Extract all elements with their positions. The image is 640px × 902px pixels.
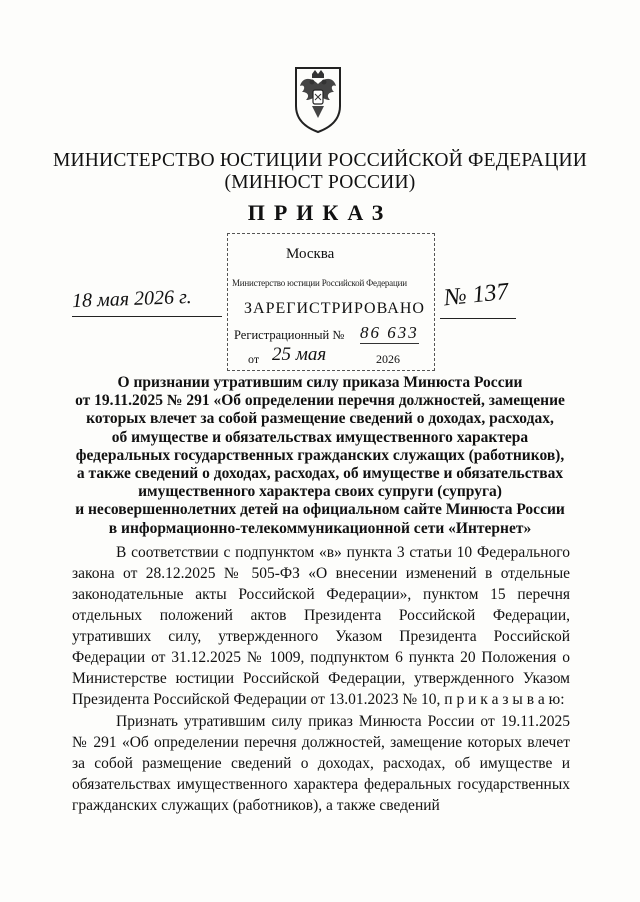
title-line: и несовершеннолетних детей на официальном сайте Минюста России bbox=[75, 501, 565, 519]
number-underline bbox=[440, 318, 516, 319]
title-line: имущественного характера своих супруги (супруга) bbox=[138, 483, 502, 501]
stamp-reg-date: 25 мая bbox=[272, 344, 327, 365]
stamp-reg-number-label: Регистрационный № bbox=[234, 328, 345, 342]
body-paragraph: Признать утратившим силу приказ Минюста России от 19.11.2025 № 291 «Об определении перечня должностей, замещение которых влечет за собой размещение сведений о доходах, расходах, об имуществе и обязательствах имущественного характера федеральных государственных гражданских служащих (работников), а также сведений bbox=[72, 713, 570, 814]
russian-emblem-icon bbox=[290, 62, 346, 134]
ministry-short-name: (МИНЮСТ РОССИИ) bbox=[224, 172, 416, 193]
title-line: федеральных государственных гражданских служащих (работников), bbox=[75, 446, 565, 464]
body-paragraph: В соответствии с подпунктом «в» пункта 3 статьи 10 Федерального закона от 28.12.2025 № 505-ФЗ «О внесении изменений в отдельные законодательные акты Российской Федерации», пунктом 15 перечня отдельных положений актов Президента Российской Федерации, утративших силу, утвержденного Указом Президента Российской Федерации от 31.12.2025 № 1009, подпунктом 6 пункта 20 Положения о Министерстве юстиции Российской Федерации, утвержденного Указом Президента Российской Федерации от 13.01.2023 № 10, п р и к а з ы в а ю: bbox=[72, 544, 570, 708]
stamp-registered: ЗАРЕГИСТРИРОВАНО bbox=[244, 300, 425, 317]
title-line: в информационно-телекоммуникационной сети «Интернет» bbox=[108, 519, 532, 537]
ministry-heading bbox=[0, 150, 640, 194]
title-line: а также сведений о доходах, расходах, об имуществе и обязательствах bbox=[76, 465, 564, 483]
date-underline bbox=[72, 316, 222, 317]
stamp-reg-year: 2026 bbox=[376, 352, 400, 366]
order-body bbox=[72, 542, 570, 816]
order-title bbox=[40, 374, 600, 538]
title-line: которых влечет за собой размещение сведений о доходах, расходах, bbox=[86, 410, 554, 428]
stamp-city: Москва bbox=[286, 246, 335, 262]
stamp-from-label: от bbox=[248, 352, 260, 366]
document-type: ПРИКАЗ bbox=[247, 200, 393, 225]
title-line: об имуществе и обязательствах имущественного характера bbox=[111, 428, 529, 446]
title-line: О признании утратившим силу приказа Минюста России bbox=[117, 374, 523, 391]
order-date: 18 мая 2026 г. bbox=[71, 285, 192, 313]
stamp-reg-number: 86 633 bbox=[360, 323, 419, 342]
order-number: № 137 bbox=[442, 278, 510, 312]
title-line: от 19.11.2025 № 291 «Об определении перечня должностей, замещение bbox=[75, 392, 565, 410]
registration-stamp bbox=[227, 233, 435, 371]
stamp-ministry: Министерство юстиции Российской Федерации bbox=[232, 278, 407, 288]
ministry-name: МИНИСТЕРСТВО ЮСТИЦИИ РОССИЙСКОЙ ФЕДЕРАЦИИ bbox=[52, 150, 588, 171]
